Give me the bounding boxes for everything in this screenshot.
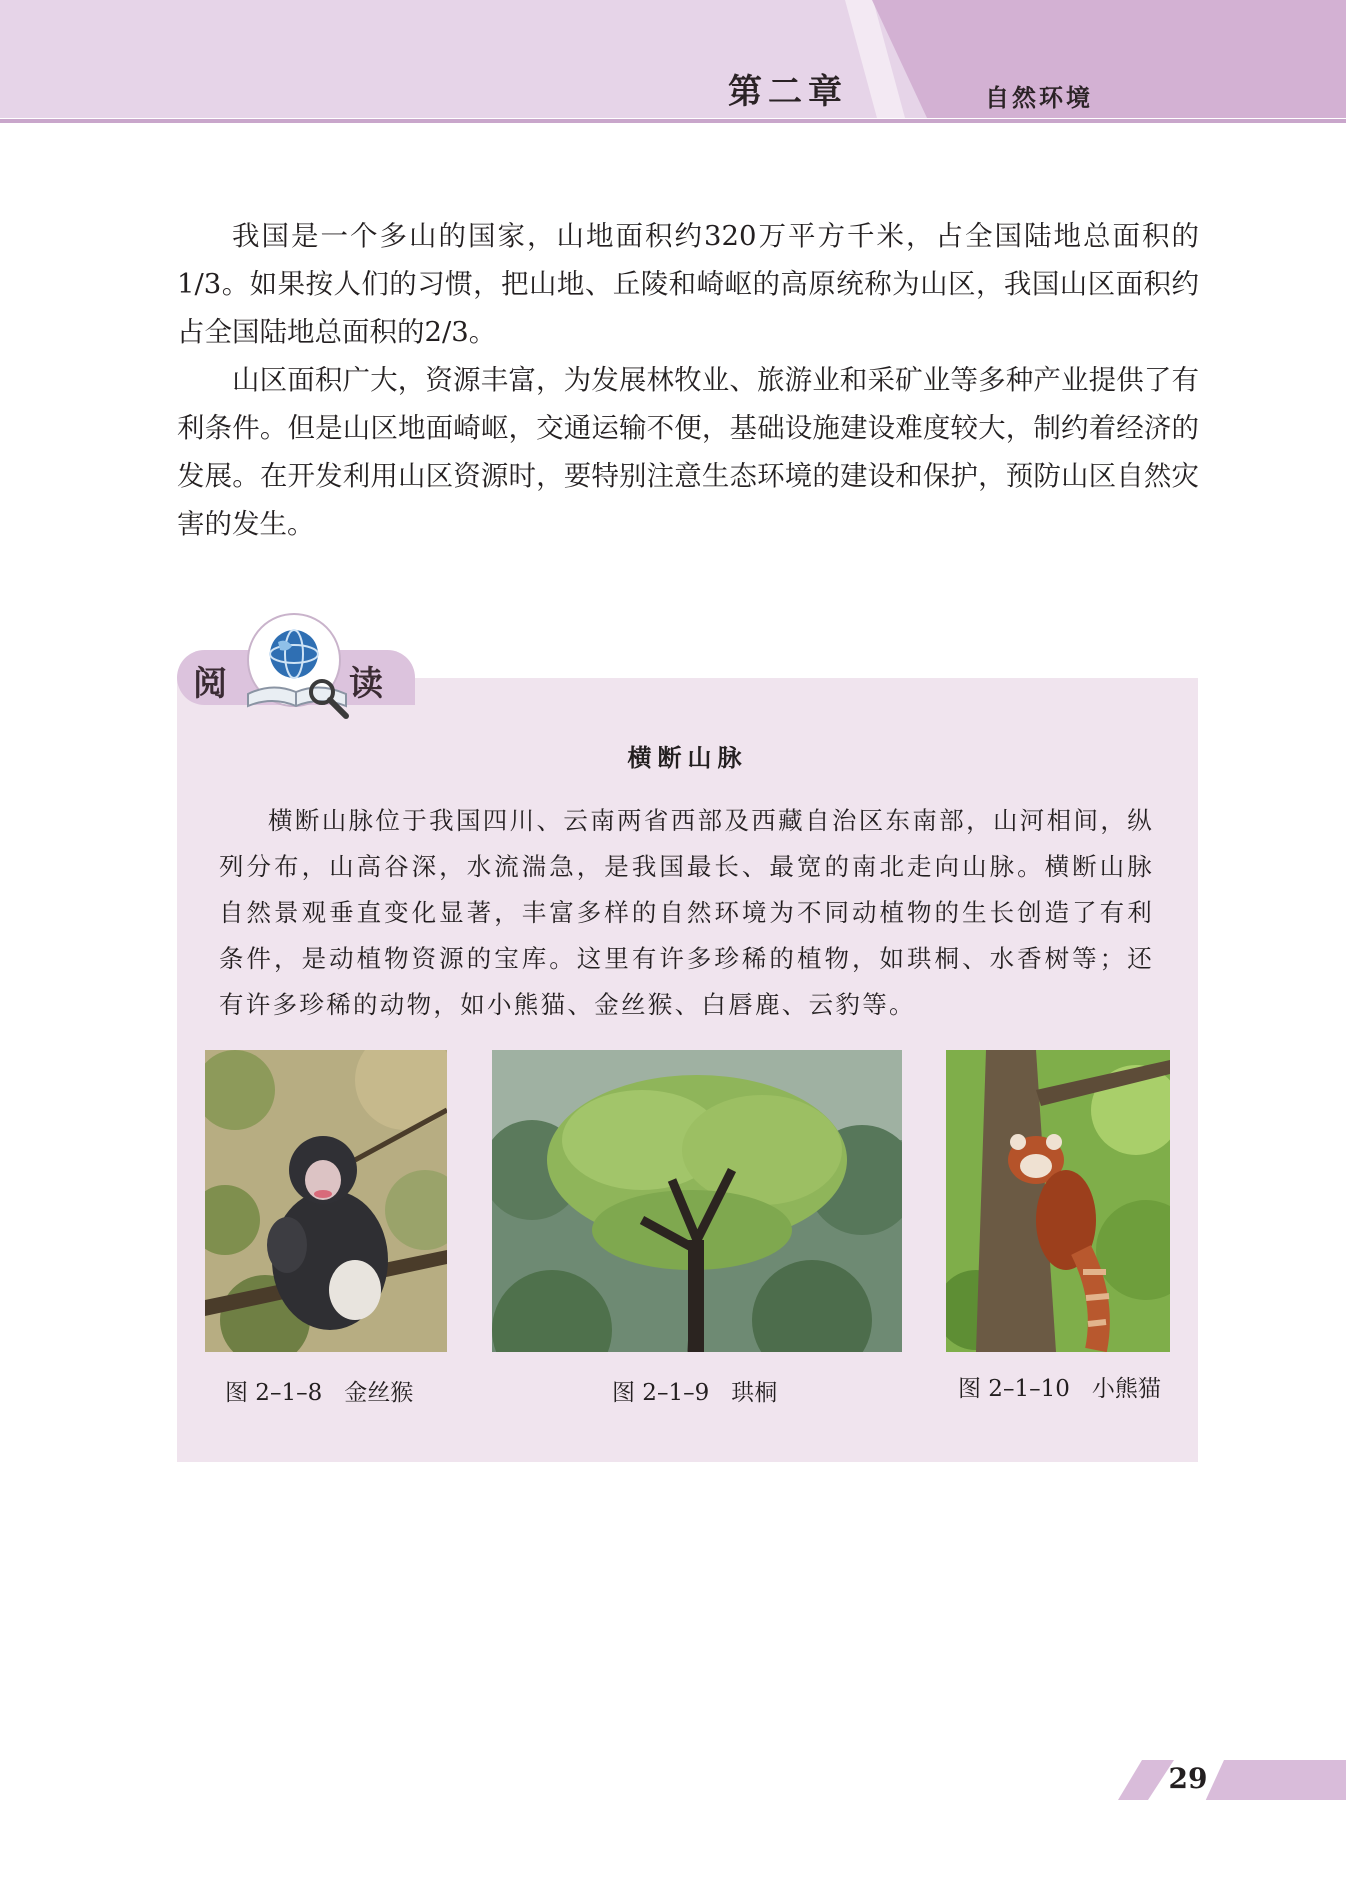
chapter-title: 第二章 — [728, 72, 848, 112]
figure-caption — [958, 1370, 1161, 1403]
paragraph: 山区面积广大，资源丰富，为发展林牧业、旅游业和采矿业等多种产业提供了有利条件。但是山区地面崎岖，交通运输不便，基础设施建设难度较大，制约着经济的发展。在开发利用山区资源时，要特别注意生态环境的建设和保护，预防山区自然灾害的发生。 — [177, 364, 1199, 540]
page-header — [0, 0, 1346, 126]
book-globe-magnifier-icon — [234, 608, 364, 728]
page-number: 29 — [1168, 1762, 1208, 1795]
red-panda-photo — [946, 1050, 1170, 1352]
reading-title: 横断山脉 — [627, 744, 748, 772]
header-band-accent — [872, 0, 1346, 118]
reading-text — [219, 798, 1154, 1028]
reading-paragraph: 横断山脉位于我国四川、云南两省西部及西藏自治区东南部，山河相间，纵列分布，山高谷深，水流湍急，是我国最长、最宽的南北走向山脉。横断山脉自然景观垂直变化显著，丰富多样的自然环境为不同动植物的生长创造了有利条件，是动植物资源的宝库。这里有许多珍稀的植物，如珙桐、水香树等；还有许多珍稀的动物，如小熊猫、金丝猴、白唇鹿、云豹等。 — [219, 806, 1154, 1019]
dove-tree-photo — [492, 1050, 902, 1352]
reading-tab-label: 阅 — [193, 664, 227, 704]
figure-caption — [612, 1374, 777, 1407]
chapter-subject: 自然环境 — [985, 84, 1093, 112]
golden-monkey-photo — [205, 1050, 447, 1352]
header-rule — [0, 119, 1346, 123]
figure-number: 图 2–1–10 — [958, 1376, 1070, 1402]
main-text — [177, 212, 1199, 548]
figure-caption — [225, 1374, 413, 1407]
figure-number: 图 2–1–8 — [225, 1380, 323, 1406]
figure-number: 图 2–1–9 — [612, 1380, 710, 1406]
paragraph: 我国是一个多山的国家，山地面积约320万平方千米，占全国陆地总面积的1/3。如果按人们的习惯，把山地、丘陵和崎岖的高原统称为山区，我国山区面积约占全国陆地总面积的2/3。 — [177, 220, 1199, 348]
figure-name: 珙桐 — [731, 1380, 778, 1406]
figure-name: 小熊猫 — [1091, 1376, 1161, 1402]
reading-tab-label: 读 — [349, 664, 383, 704]
figure-name: 金丝猴 — [344, 1380, 414, 1406]
